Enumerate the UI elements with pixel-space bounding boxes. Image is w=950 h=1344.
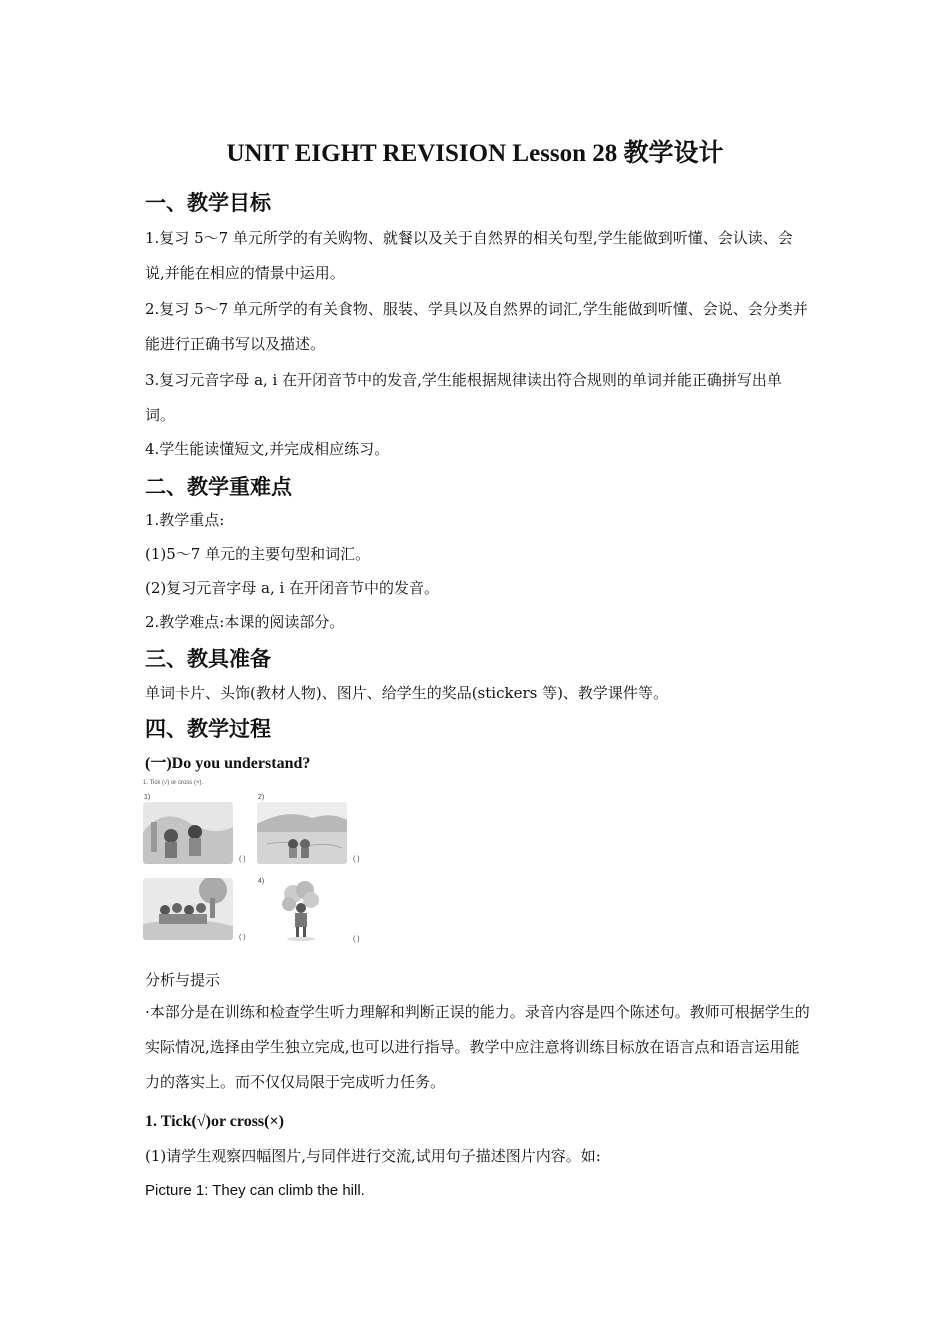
document-title: UNIT EIGHT REVISION Lesson 28 教学设计	[226, 140, 724, 167]
answer-blank-2: ( )	[353, 856, 360, 863]
keypoint-item-1: 1.教学重点:	[145, 511, 225, 529]
picture-3-kids-river	[143, 878, 233, 940]
analysis-title: 分析与提示	[145, 971, 221, 989]
section-heading-goals: 一、教学目标	[145, 191, 271, 215]
section-heading-materials: 三、教具准备	[145, 647, 271, 671]
figure-caption: 1. Tick (√) or cross (×).	[143, 780, 204, 786]
materials-text: 单词卡片、头饰(教材人物)、图片、给学生的奖品(stickers 等)、教学课件等。	[145, 684, 668, 702]
answer-blank-1: ( )	[239, 856, 246, 863]
section-heading-keypoints: 二、教学重难点	[145, 475, 292, 499]
keypoint-item-3: (2)复习元音字母 a, i 在开闭音节中的发音。	[145, 579, 440, 597]
goal-item-2: 2.复习 5～7 单元所学的有关食物、服装、学具以及自然界的词汇,学生能做到听懂、会说、会分类并能进行正确书写以及描述。	[145, 300, 808, 353]
picture-number-2: 2)	[258, 794, 265, 801]
analysis-text: ·本部分是在训练和检查学生听力理解和判断正误的能力。录音内容是四个陈述句。教师可根据学生的实际情况,选择由学生独立完成,也可以进行指导。教学中应注意将训练目标放在语言点和语言运用能力的落实上。而不仅仅局限于完成听力任务。	[145, 1003, 810, 1091]
picture-number-4: 4)	[258, 878, 265, 885]
example-sentence: Picture 1: They can climb the hill.	[145, 1182, 365, 1199]
answer-blank-3: ( )	[239, 934, 246, 941]
exercise-figure	[143, 780, 383, 952]
keypoint-item-4: 2.教学难点:本课的阅读部分。	[145, 613, 345, 631]
picture-1-kids-hill	[143, 802, 233, 864]
goal-item-4: 4.学生能读懂短文,并完成相应练习。	[145, 440, 390, 458]
step-1-text: (1)请学生观察四幅图片,与同伴进行交流,试用句子描述图片内容。如:	[145, 1147, 601, 1165]
tick-cross-heading: 1. Tick(√)or cross(×)	[145, 1113, 284, 1130]
picture-number-1: 1)	[144, 794, 151, 801]
keypoint-item-2: (1)5～7 单元的主要句型和词汇。	[145, 545, 371, 563]
section-heading-process: 四、教学过程	[145, 717, 271, 741]
answer-blank-4: ( )	[353, 936, 360, 943]
picture-2-kids-lake	[257, 802, 347, 864]
goal-item-1: 1.复习 5～7 单元所学的有关购物、就餐以及关于自然界的相关句型,学生能做到听懂、会认读、会说,并能在相应的情景中运用。	[145, 229, 793, 282]
goal-item-3: 3.复习元音字母 a, i 在开闭音节中的发音,学生能根据规律读出符合规则的单词并能正确拼写出单词。	[145, 371, 782, 424]
picture-4-girl-tree	[275, 880, 327, 942]
subsection-title-understand: (一)Do you understand?	[145, 755, 311, 772]
